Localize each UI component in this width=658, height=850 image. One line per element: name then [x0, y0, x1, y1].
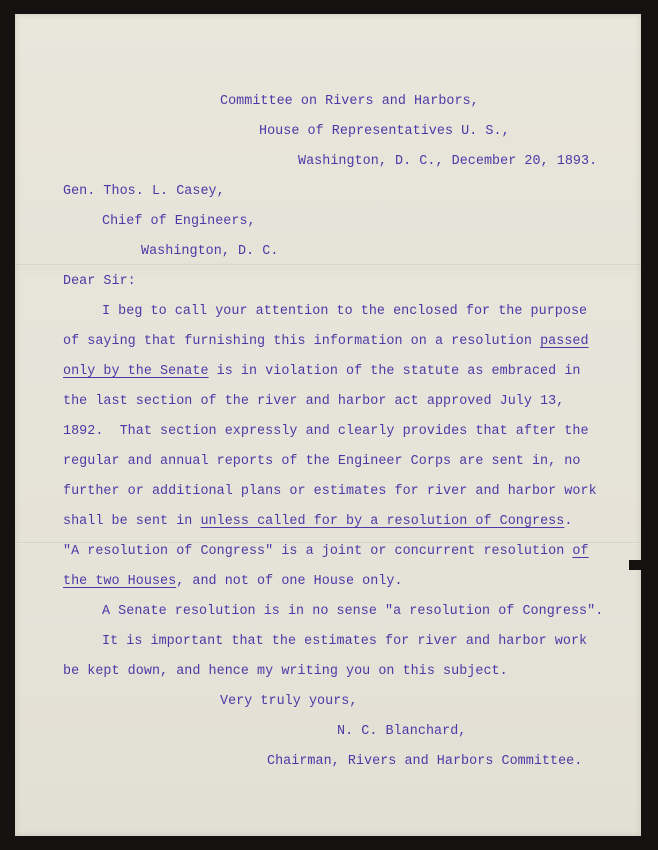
body-text: .	[564, 514, 573, 529]
letterhead-date: Washington, D. C., December 20, 1893.	[298, 154, 598, 169]
body-line-8	[63, 514, 572, 530]
signer-name: N. C. Blanchard,	[337, 724, 467, 739]
letterhead-committee: Committee on Rivers and Harbors,	[220, 94, 479, 109]
body-line-9	[63, 544, 589, 560]
body-line-10	[63, 574, 403, 590]
body-line-7: further or additional plans or estimates for river and harbor work	[63, 484, 597, 499]
body-line-1: I beg to call your attention to the enclosed for the purpose	[102, 304, 588, 319]
body-text: , and not of one House only.	[176, 574, 403, 589]
body-text: "A resolution of Congress" is a joint or concurrent resolution	[63, 544, 573, 559]
body-line-2	[63, 334, 589, 350]
valediction: Very truly yours,	[220, 694, 358, 709]
underlined-text: passed	[540, 334, 589, 349]
body-text: of saying that furnishing this information on a resolution	[63, 334, 541, 349]
edge-tear	[629, 560, 641, 570]
underlined-text: unless called for by a resolution of Congress	[200, 514, 565, 529]
body-paragraph-3-line-1: It is important that the estimates for river and harbor work	[102, 634, 588, 649]
body-line-3	[63, 364, 581, 380]
body-paragraph-2: A Senate resolution is in no sense "a resolution of Congress".	[102, 604, 604, 619]
body-line-6: regular and annual reports of the Engineer Corps are sent in, no	[63, 454, 581, 469]
letter-page	[15, 14, 641, 836]
letterhead-house: House of Representatives U. S.,	[259, 124, 510, 139]
recipient-title: Chief of Engineers,	[102, 214, 256, 229]
recipient-name: Gen. Thos. L. Casey,	[63, 184, 225, 199]
body-line-4: the last section of the river and harbor act approved July 13,	[63, 394, 565, 409]
salutation: Dear Sir:	[63, 274, 136, 289]
body-paragraph-3-line-2: be kept down, and hence my writing you on this subject.	[63, 664, 508, 679]
body-text: shall be sent in	[63, 514, 201, 529]
body-text: is in violation of the statute as embraced in	[208, 364, 581, 379]
underlined-text: of	[572, 544, 589, 559]
underlined-text: only by the Senate	[63, 364, 209, 379]
fold-crease-upper	[15, 264, 641, 266]
signer-title: Chairman, Rivers and Harbors Committee.	[267, 754, 583, 769]
body-line-5: 1892. That section expressly and clearly provides that after the	[63, 424, 589, 439]
recipient-city: Washington, D. C.	[141, 244, 279, 259]
underlined-text: the two Houses	[63, 574, 177, 589]
